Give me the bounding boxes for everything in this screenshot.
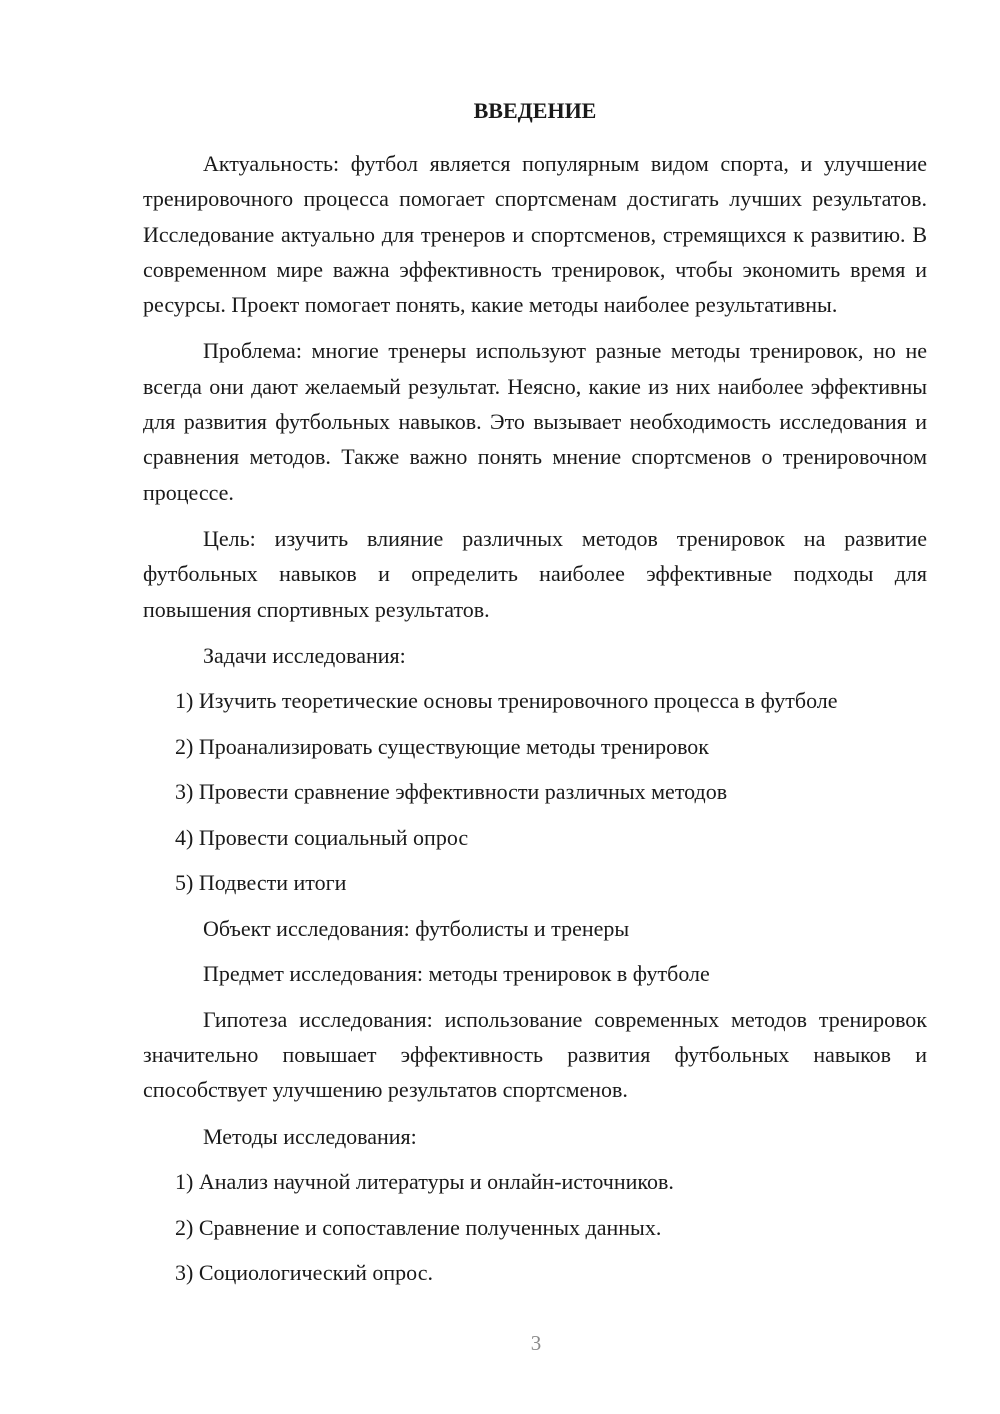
task-item: 5) Подвести итоги [175, 870, 347, 896]
task-item: 3) Провести сравнение эффективности различных методов [175, 779, 728, 805]
task-item: 1) Изучить теоретические основы тренировочного процесса в футболе [175, 688, 838, 714]
research-subject: Предмет исследования: методы тренировок в футболе [203, 961, 710, 987]
task-item: 2) Проанализировать существующие методы тренировок [175, 733, 709, 759]
hypothesis-paragraph: Гипотеза исследования: использование современных методов тренировок значительно повышает эффективность развития футбольных навыков и способствует улучшению результатов спортсменов. [143, 1006, 927, 1103]
relevance-paragraph: Актуальность: футбол является популярным видом спорта, и улучшение тренировочного процесса помогает спортсменам достигать лучших результатов. Исследование актуально для тренеров и спортсменов, стремящихся к развитию. В современном мире важна эффективность тренировок, чтобы экономить время и ресурсы. Проект помогает понять, какие методы наиболее результативны. [143, 151, 927, 318]
goal-paragraph: Цель: изучить влияние различных методов тренировок на развитие футбольных навыков и определить наиболее эффективные подходы для повышения спортивных результатов. [143, 525, 927, 622]
methods-label: Методы исследования: [203, 1123, 417, 1149]
task-item: 4) Провести социальный опрос [175, 824, 469, 850]
page-title: ВВЕДЕНИЕ [473, 98, 597, 123]
tasks-label: Задачи исследования: [203, 642, 406, 668]
problem-paragraph: Проблема: многие тренеры используют разные методы тренировок, но не всегда они дают желаемый результат. Неясно, какие из них наиболее эффективны для развития футбольных навыков. Это вызывает необходимость исследования и сравнения методов. Также важно понять мнение спортсменов о тренировочном процессе. [143, 338, 927, 505]
page-number: 3 [530, 1331, 542, 1355]
method-item: 2) Сравнение и сопоставление полученных данных. [175, 1214, 662, 1240]
method-item: 1) Анализ научной литературы и онлайн-источников. [175, 1169, 674, 1195]
research-object: Объект исследования: футболисты и тренеры [203, 915, 630, 941]
method-item: 3) Социологический опрос. [175, 1260, 433, 1286]
page-content [143, 96, 927, 1301]
